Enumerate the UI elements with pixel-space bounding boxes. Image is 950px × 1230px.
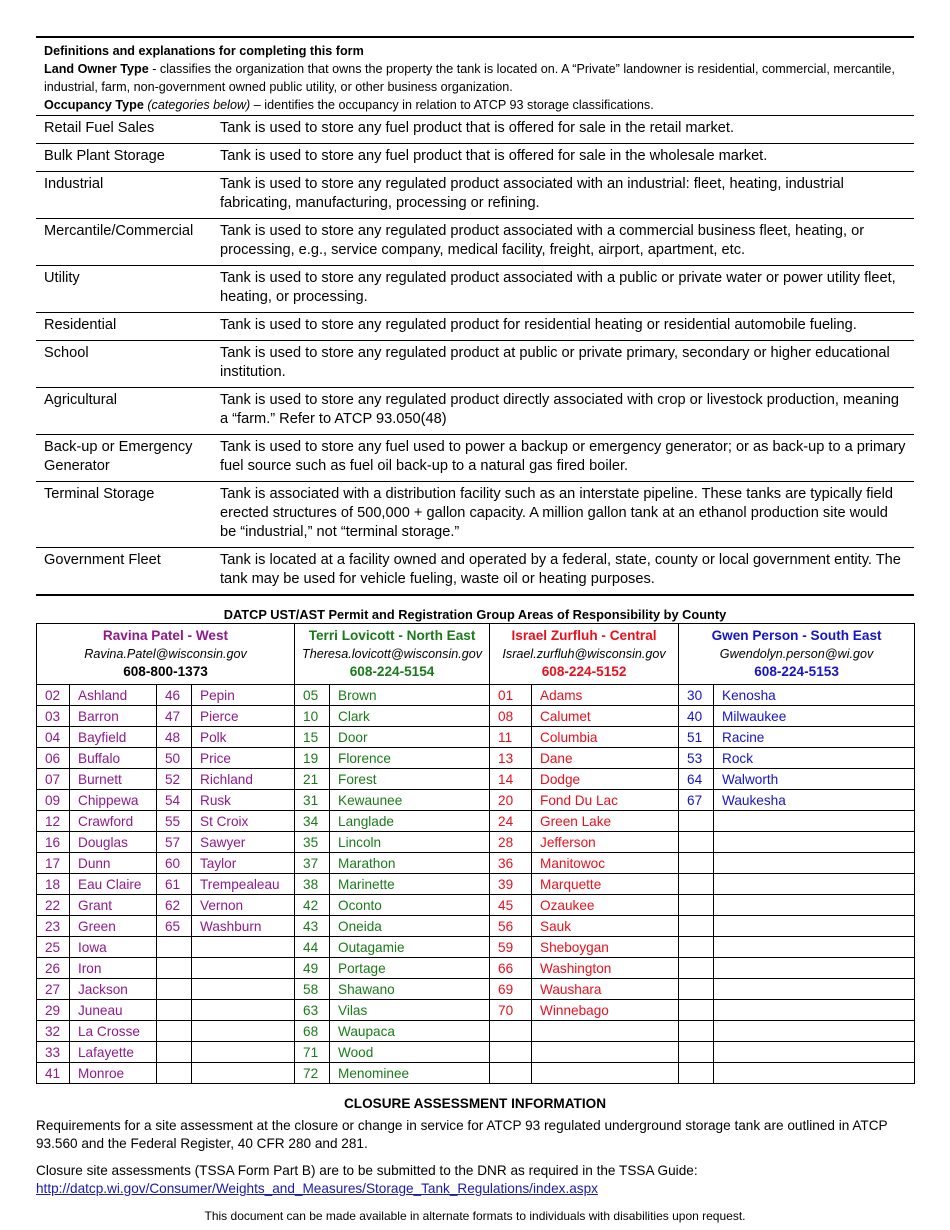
county-number: 09 [37,790,70,811]
county-number [679,1021,714,1042]
county-number: 64 [679,769,714,790]
county-number: 33 [37,1042,70,1063]
county-row [37,1042,915,1063]
county-name: Kewaunee [330,790,490,811]
county-name: Sheboygan [532,937,679,958]
county-name: Langlade [330,811,490,832]
county-number: 06 [37,748,70,769]
county-number: 36 [490,853,532,874]
county-name: Wood [330,1042,490,1063]
occupancy-term: Terminal Storage [36,482,212,548]
accessibility-footer: This document can be made available in alternate formats to individuals with disabilities upon request. [204,1209,746,1223]
county-name: Washburn [192,916,295,937]
county-number [679,1042,714,1063]
county-name [714,1042,915,1063]
county-number: 20 [490,790,532,811]
occupancy-description: Tank is used to store any regulated product directly associated with crop or livestock production, meaning a “farm.” Refer to ATCP 93.050(48) [212,388,914,435]
county-name: Oneida [330,916,490,937]
county-row [37,916,915,937]
county-name: Winnebago [532,1000,679,1021]
county-name: Dane [532,748,679,769]
county-number: 23 [37,916,70,937]
county-number [157,979,192,1000]
county-name: Waushara [532,979,679,1000]
group-email: Theresa.lovicott@wisconsin.gov [302,647,483,661]
county-number [490,1063,532,1084]
county-number [679,874,714,895]
county-number: 13 [490,748,532,769]
county-name [532,1042,679,1063]
county-name [714,958,915,979]
county-number [490,1021,532,1042]
county-number: 66 [490,958,532,979]
county-name: Grant [70,895,157,916]
county-row [37,811,915,832]
county-number: 31 [295,790,330,811]
county-name: Adams [532,685,679,706]
county-name [714,832,915,853]
county-name: Waukesha [714,790,915,811]
county-name: Chippewa [70,790,157,811]
occupancy-term: Government Fleet [36,548,212,596]
county-number: 46 [157,685,192,706]
occupancy-description: Tank is associated with a distribution facility such as an interstate pipeline. These tanks are typically field erected structures of 500,000 + gallon capacity. A million gallon tank at an ethanol production site would be “industrial,” not “terminal storage.” [212,482,914,548]
occupancy-term: Residential [36,313,212,341]
occupancy-row [36,116,914,144]
county-number: 29 [37,1000,70,1021]
county-number: 57 [157,832,192,853]
county-number: 71 [295,1042,330,1063]
group-phone: 608-224-5153 [754,664,839,679]
county-name: Taylor [192,853,295,874]
county-number: 38 [295,874,330,895]
occupancy-row [36,266,914,313]
group-phone: 608-224-5152 [541,664,627,679]
occupancy-text: – identifies the occupancy in relation to ATCP 93 storage classifications. [250,98,654,112]
county-number: 26 [37,958,70,979]
county-name: Waupaca [330,1021,490,1042]
county-name [714,979,915,1000]
occupancy-description: Tank is used to store any fuel product that is offered for sale in the retail market. [212,116,914,144]
county-name [192,958,295,979]
occupancy-description: Tank is used to store any regulated product at public or private primary, secondary or higher educational institution. [212,341,914,388]
county-number [679,811,714,832]
county-row [37,1021,915,1042]
county-name: Milwaukee [714,706,915,727]
occupancy-description: Tank is used to store any regulated product associated with an industrial: fleet, heating, industrial fabricating, manufacturing, processing or refining. [212,172,914,219]
county-name: Shawano [330,979,490,1000]
occupancy-row [36,388,914,435]
county-name [714,895,915,916]
group-name: Gwen Person - South East [711,628,882,643]
county-name: Price [192,748,295,769]
county-row [37,727,915,748]
county-number: 49 [295,958,330,979]
county-name: Dunn [70,853,157,874]
county-name: Brown [330,685,490,706]
county-number: 14 [490,769,532,790]
county-name: Jackson [70,979,157,1000]
county-number: 07 [37,769,70,790]
county-row [37,979,915,1000]
county-row [37,1063,915,1084]
county-number: 18 [37,874,70,895]
county-number: 40 [679,706,714,727]
group-west-header [37,624,295,685]
county-number: 08 [490,706,532,727]
county-number: 34 [295,811,330,832]
county-number: 17 [37,853,70,874]
county-number: 59 [490,937,532,958]
county-number: 35 [295,832,330,853]
county-name: Calumet [532,706,679,727]
county-number: 69 [490,979,532,1000]
county-row [37,874,915,895]
county-number: 42 [295,895,330,916]
county-number: 50 [157,748,192,769]
county-name: Burnett [70,769,157,790]
occupancy-types-table [36,115,914,596]
county-number: 16 [37,832,70,853]
county-name: Barron [70,706,157,727]
county-number: 41 [37,1063,70,1084]
county-name [714,1000,915,1021]
county-row [37,706,915,727]
county-number: 52 [157,769,192,790]
county-name [192,1000,295,1021]
county-number [679,958,714,979]
county-row [37,895,915,916]
occupancy-row [36,548,914,596]
county-section-title: DATCP UST/AST Permit and Registration Group Areas of Responsibility by County [223,607,727,622]
county-name: Pepin [192,685,295,706]
county-number [157,1021,192,1042]
land-owner-text: - classifies the organization that owns the property the tank is located on. A “Private” landowner is residential, commercial, mercantile, industrial, farm, non-government owned public utility, or other business organization. [44,62,895,94]
county-responsibility-table [36,623,915,1084]
county-name: Menominee [330,1063,490,1084]
county-number: 53 [679,748,714,769]
county-number: 61 [157,874,192,895]
county-number: 05 [295,685,330,706]
group-name: Ravina Patel - West [102,628,229,643]
county-row [37,748,915,769]
county-number: 43 [295,916,330,937]
county-name: Washington [532,958,679,979]
group-southeast-header [679,624,915,685]
group-northeast-header [295,624,490,685]
county-number: 24 [490,811,532,832]
occupancy-note: (categories below) [147,98,251,112]
county-name: Vilas [330,1000,490,1021]
group-email: Israel.zurfluh@wisconsin.gov [502,647,666,661]
county-number [679,979,714,1000]
county-number [679,937,714,958]
county-name: Rusk [192,790,295,811]
county-name: Oconto [330,895,490,916]
group-header-row [37,624,915,685]
county-number [679,853,714,874]
group-phone: 608-800-1373 [123,664,208,679]
county-number: 21 [295,769,330,790]
county-name [192,1021,295,1042]
group-email: Ravina.Patel@wisconsin.gov [84,647,247,661]
group-phone: 608-224-5154 [349,664,435,679]
county-name: Buffalo [70,748,157,769]
occupancy-description: Tank is located at a facility owned and operated by a federal, state, county or local government entity. The tank may be used for vehicle fueling, waste oil or heating purposes. [212,548,914,596]
county-name: Door [330,727,490,748]
occupancy-term: Utility [36,266,212,313]
group-name: Israel Zurfluh - Central [511,628,657,643]
occupancy-term: School [36,341,212,388]
county-name: Bayfield [70,727,157,748]
county-number: 60 [157,853,192,874]
occupancy-row [36,341,914,388]
county-number: 30 [679,685,714,706]
county-number: 45 [490,895,532,916]
group-email: Gwendolyn.person@wi.gov [719,647,874,661]
county-name: La Crosse [70,1021,157,1042]
county-number [157,1042,192,1063]
county-number: 65 [157,916,192,937]
county-name [192,937,295,958]
occupancy-description: Tank is used to store any regulated product for residential heating or residential automobile fueling. [212,313,914,341]
county-name: Vernon [192,895,295,916]
form-page [36,36,914,1223]
county-number: 47 [157,706,192,727]
county-name: Fond Du Lac [532,790,679,811]
county-number: 67 [679,790,714,811]
closure-title: CLOSURE ASSESSMENT INFORMATION [343,1096,607,1111]
occupancy-description: Tank is used to store any regulated product associated with a public or private water or power utility fleet, heating, or processing. [212,266,914,313]
county-number: 25 [37,937,70,958]
county-number: 44 [295,937,330,958]
county-number [157,958,192,979]
county-number [679,832,714,853]
county-name: Manitowoc [532,853,679,874]
occupancy-term: Bulk Plant Storage [36,144,212,172]
county-name: Jefferson [532,832,679,853]
county-name: St Croix [192,811,295,832]
closure-paragraph-1: Requirements for a site assessment at the closure or change in service for ATCP 93 regulated underground storage tank are outlined in ATCP 93.560 and the Federal Register, 40 CFR 280 and 281. [36,1118,888,1151]
county-name: Monroe [70,1063,157,1084]
county-name: Sauk [532,916,679,937]
county-number: 10 [295,706,330,727]
occupancy-term: Industrial [36,172,212,219]
county-number: 55 [157,811,192,832]
county-number: 11 [490,727,532,748]
closure-section [36,1096,914,1198]
group-name: Terri Lovicott - North East [308,628,476,643]
county-number: 56 [490,916,532,937]
occupancy-description: Tank is used to store any fuel product that is offered for sale in the wholesale market. [212,144,914,172]
closure-paragraph-2: Closure site assessments (TSSA Form Part B) are to be submitted to the DNR as required in the TSSA Guide: [36,1163,698,1178]
occupancy-row [36,435,914,482]
county-name: Lafayette [70,1042,157,1063]
county-number: 70 [490,1000,532,1021]
occupancy-row [36,219,914,266]
land-owner-label: Land Owner Type [44,62,149,76]
county-name: Douglas [70,832,157,853]
county-name: Forest [330,769,490,790]
county-number [157,1063,192,1084]
county-number: 54 [157,790,192,811]
county-number: 12 [37,811,70,832]
county-name: Polk [192,727,295,748]
county-row [37,769,915,790]
occupancy-term: Mercantile/Commercial [36,219,212,266]
occupancy-definition [44,96,906,114]
county-number: 03 [37,706,70,727]
county-name: Kenosha [714,685,915,706]
county-name [192,1063,295,1084]
county-number: 58 [295,979,330,1000]
county-name: Juneau [70,1000,157,1021]
county-number: 39 [490,874,532,895]
county-number: 01 [490,685,532,706]
occupancy-row [36,313,914,341]
definitions-title: Definitions and explanations for completing this form [44,44,364,58]
group-central-header [490,624,679,685]
occupancy-description: Tank is used to store any fuel used to power a backup or emergency generator; or as back-up to a primary fuel source such as fuel oil back-up to a natural gas fired boiler. [212,435,914,482]
county-number: 48 [157,727,192,748]
occupancy-term: Retail Fuel Sales [36,116,212,144]
county-name: Iowa [70,937,157,958]
county-number [157,937,192,958]
county-name [714,1063,915,1084]
county-number: 37 [295,853,330,874]
county-number: 27 [37,979,70,1000]
county-name [192,1042,295,1063]
county-name [714,874,915,895]
occupancy-term: Agricultural [36,388,212,435]
county-name [714,811,915,832]
county-number [679,1063,714,1084]
county-name: Green [70,916,157,937]
county-number: 72 [295,1063,330,1084]
county-name: Lincoln [330,832,490,853]
county-name: Trempealeau [192,874,295,895]
county-name: Outagamie [330,937,490,958]
county-name: Ashland [70,685,157,706]
county-number: 28 [490,832,532,853]
county-name [714,853,915,874]
county-number: 22 [37,895,70,916]
county-number [679,895,714,916]
county-row [37,685,915,706]
county-number [490,1042,532,1063]
county-name: Pierce [192,706,295,727]
county-row [37,853,915,874]
tssa-guide-link[interactable]: http://datcp.wi.gov/Consumer/Weights_and_Measures/Storage_Tank_Regulations/index.aspx [36,1181,598,1196]
county-number: 02 [37,685,70,706]
county-name: Walworth [714,769,915,790]
county-number: 15 [295,727,330,748]
county-name: Marinette [330,874,490,895]
county-name: Dodge [532,769,679,790]
county-name: Sawyer [192,832,295,853]
occupancy-row [36,144,914,172]
county-row [37,1000,915,1021]
county-name: Marquette [532,874,679,895]
land-owner-definition [44,60,906,96]
county-row [37,832,915,853]
county-row [37,937,915,958]
county-name [532,1063,679,1084]
occupancy-label: Occupancy Type [44,98,144,112]
county-name: Ozaukee [532,895,679,916]
occupancy-term: Back-up or Emergency Generator [36,435,212,482]
county-name [714,937,915,958]
county-name: Crawford [70,811,157,832]
county-name [714,916,915,937]
county-name: Florence [330,748,490,769]
county-number: 63 [295,1000,330,1021]
county-number: 04 [37,727,70,748]
county-number [679,1000,714,1021]
county-name [532,1021,679,1042]
occupancy-row [36,172,914,219]
county-name [714,1021,915,1042]
county-number [679,916,714,937]
county-name: Marathon [330,853,490,874]
county-number: 19 [295,748,330,769]
occupancy-description: Tank is used to store any regulated product associated with a commercial business fleet, heating, or processing, e.g., service company, medical facility, freight, airport, apartment, etc. [212,219,914,266]
county-row [37,790,915,811]
county-name [192,979,295,1000]
county-number: 51 [679,727,714,748]
county-name: Portage [330,958,490,979]
county-number [157,1000,192,1021]
county-name: Eau Claire [70,874,157,895]
county-name: Iron [70,958,157,979]
county-name: Green Lake [532,811,679,832]
county-number: 32 [37,1021,70,1042]
county-row [37,958,915,979]
county-name: Clark [330,706,490,727]
county-name: Rock [714,748,915,769]
county-name: Racine [714,727,915,748]
definitions-header [36,36,914,115]
county-name: Richland [192,769,295,790]
county-number: 62 [157,895,192,916]
county-number: 68 [295,1021,330,1042]
occupancy-row [36,482,914,548]
county-name: Columbia [532,727,679,748]
